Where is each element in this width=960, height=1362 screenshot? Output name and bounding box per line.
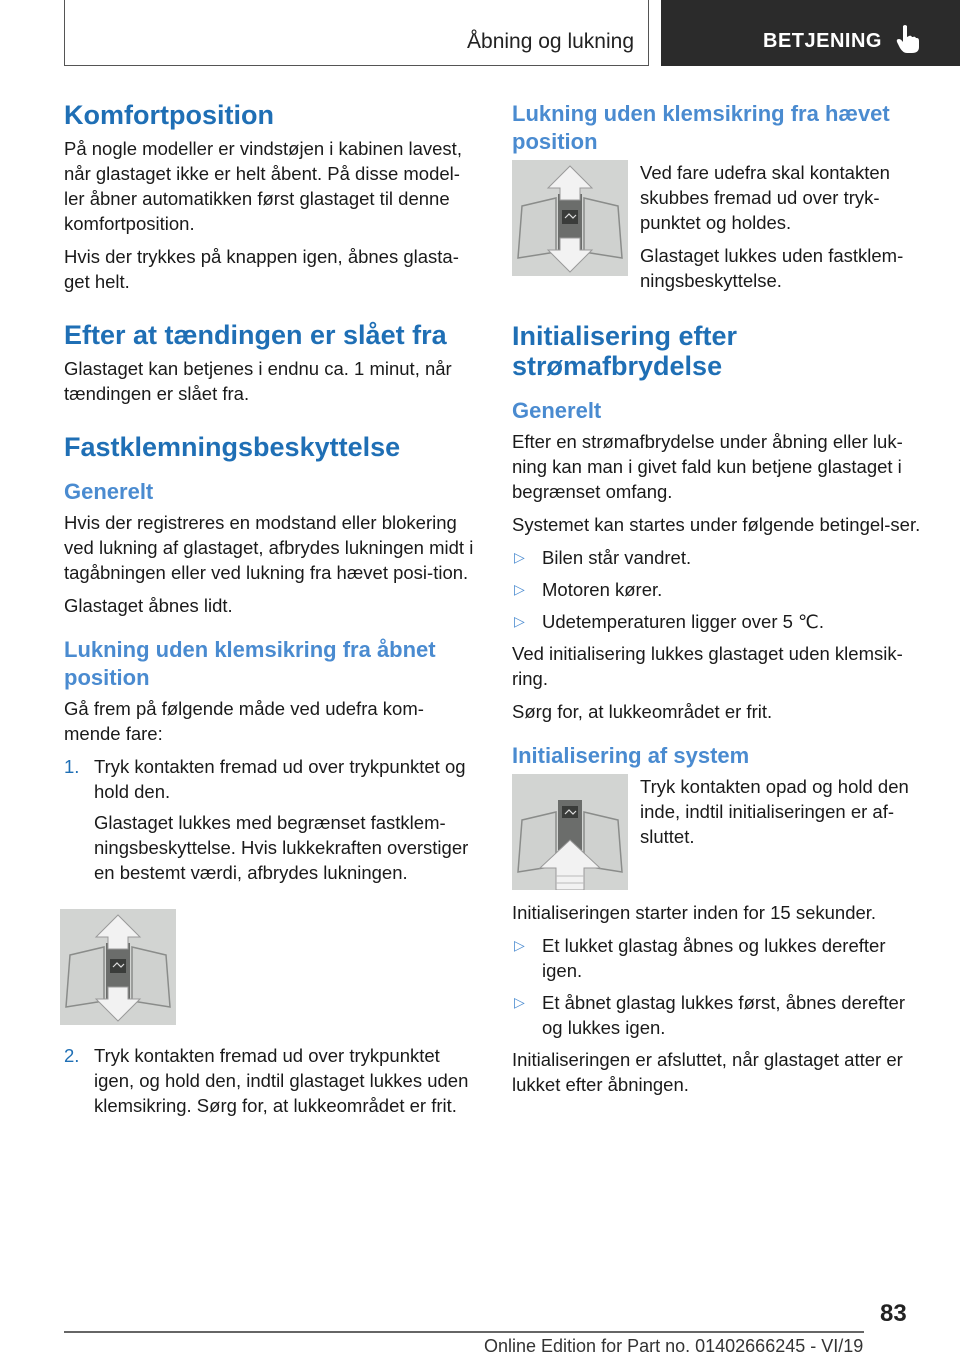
footer-rule — [64, 1331, 864, 1333]
heading-fastklemning: Fastklemningsbeskyttelse — [64, 432, 401, 462]
subheading-generelt-right: Generelt — [512, 398, 602, 423]
triangle-bullet-icon: ▷ — [514, 937, 525, 953]
efter-paragraph-1: Glastaget kan betjenes i endnu ca. 1 minut, når tændingen er slået fra. — [64, 358, 452, 404]
init-paragraph-2: Systemet kan startes under følgende betingel-ser. — [512, 514, 921, 535]
step-note: Glastaget lukkes med begrænset fastklem-ningsbeskyttelse. Hvis lukkekraften overstiger en bestemt værdi, afbrydes lukningen. — [94, 812, 469, 883]
switch-illustration-forward — [60, 909, 176, 1025]
list-item: ▷ Et lukket glastag åbnes og lukkes derefter igen. — [514, 935, 886, 981]
haevet-paragraph-2: Glastaget lukkes uden fastklem-ningsbeskyttelse. — [640, 245, 904, 291]
list-item: ▷ Bilen står vandret. — [514, 547, 692, 568]
header-chapter-box — [661, 0, 960, 66]
list-item-step-1 — [64, 754, 479, 891]
system-paragraph-2: Initialiseringen er afsluttet, når glastaget atter er lukket efter åbningen. — [512, 1049, 903, 1095]
fast-paragraph-1: Hvis der registreres en modstand eller blokering ved lukning af glastaget, afbrydes lukningen midt i tagåbningen eller ved lukning fra hævet posi-tion. — [64, 512, 474, 583]
step-text: Tryk kontakten fremad ud over trykpunktet igen, og hold den, indtil glastaget lukkes uden klemsikring. Sørg for, at lukkeområdet er frit. — [94, 1045, 469, 1116]
komfort-paragraph-2: Hvis der trykkes på knappen igen, åbnes glasta-get helt. — [64, 246, 459, 292]
step-number: 1. — [64, 756, 80, 777]
triangle-bullet-icon: ▷ — [514, 549, 525, 565]
subheading-generelt-left: Generelt — [64, 479, 154, 504]
switch-illustration-forward-2 — [512, 160, 628, 276]
triangle-bullet-icon: ▷ — [514, 581, 525, 597]
list-item: ▷ Udetemperaturen ligger over 5 ℃. — [514, 611, 824, 632]
heading-efter-taendingen: Efter at tændingen er slået fra — [64, 320, 447, 350]
switch-illustration-up — [512, 774, 628, 890]
system-paragraph-1: Initialiseringen starter inden for 15 sekunder. — [512, 902, 877, 923]
header-section-box — [64, 0, 649, 66]
page-number: 83 — [880, 1300, 907, 1327]
heading-initialisering-efter: Initialisering efter strømafbrydelse — [512, 321, 738, 381]
subheading-initialisering-system: Initialisering af system — [512, 743, 750, 768]
header-chapter-title: BETJENING — [763, 30, 882, 52]
right-column — [512, 100, 922, 1105]
triangle-bullet-icon: ▷ — [514, 613, 525, 629]
hand-pointer-icon — [895, 24, 921, 54]
komfort-paragraph-1: På nogle modeller er vindstøjen i kabinen lavest, når glastaget ikke er helt åbent. På disse model-ler åbner automatikken først glastaget til denne komfortposition. — [64, 138, 462, 234]
list-item: ▷ Et åbnet glastag lukkes først, åbnes derefter og lukkes igen. — [514, 992, 905, 1038]
init-paragraph-3: Ved initialisering lukkes glastaget uden klemsik-ring. — [512, 643, 903, 689]
header-section-title: Åbning og lukning — [467, 30, 634, 53]
left-column — [64, 100, 479, 1130]
heading-komfortposition: Komfortposition — [64, 100, 274, 130]
triangle-bullet-icon: ▷ — [514, 994, 525, 1010]
init-paragraph-1: Efter en strømafbrydelse under åbning eller luk-ning kan man i givet fald kun betjene glastaget i begrænset omfang. — [512, 431, 903, 502]
init-paragraph-4: Sørg for, at lukkeområdet er frit. — [512, 701, 773, 722]
fast-paragraph-2: Glastaget åbnes lidt. — [64, 595, 233, 616]
subheading-lukning-haevet: Lukning uden klemsikring fra hævet position — [512, 101, 890, 154]
haevet-paragraph-1: Ved fare udefra skal kontakten skubbes fremad ud over tryk-punktet og holdes. — [640, 162, 890, 233]
subheading-lukning-aabnet: Lukning uden klemsikring fra åbnet position — [64, 637, 436, 690]
footer-edition: Online Edition for Part no. 01402666245 - VI/19 — [484, 1336, 864, 1356]
step-text: Tryk kontakten fremad ud over trykpunktet og hold den. — [94, 756, 466, 802]
list-item: ▷ Motoren kører. — [514, 579, 663, 600]
lukning-intro: Gå frem på følgende måde ved udefra kom-mende fare: — [64, 698, 424, 744]
list-item-step-2 — [64, 1043, 479, 1124]
step-number: 2. — [64, 1045, 80, 1066]
system-figure-text: Tryk kontakten opad og hold den inde, indtil initialiseringen er af-sluttet. — [640, 776, 909, 847]
